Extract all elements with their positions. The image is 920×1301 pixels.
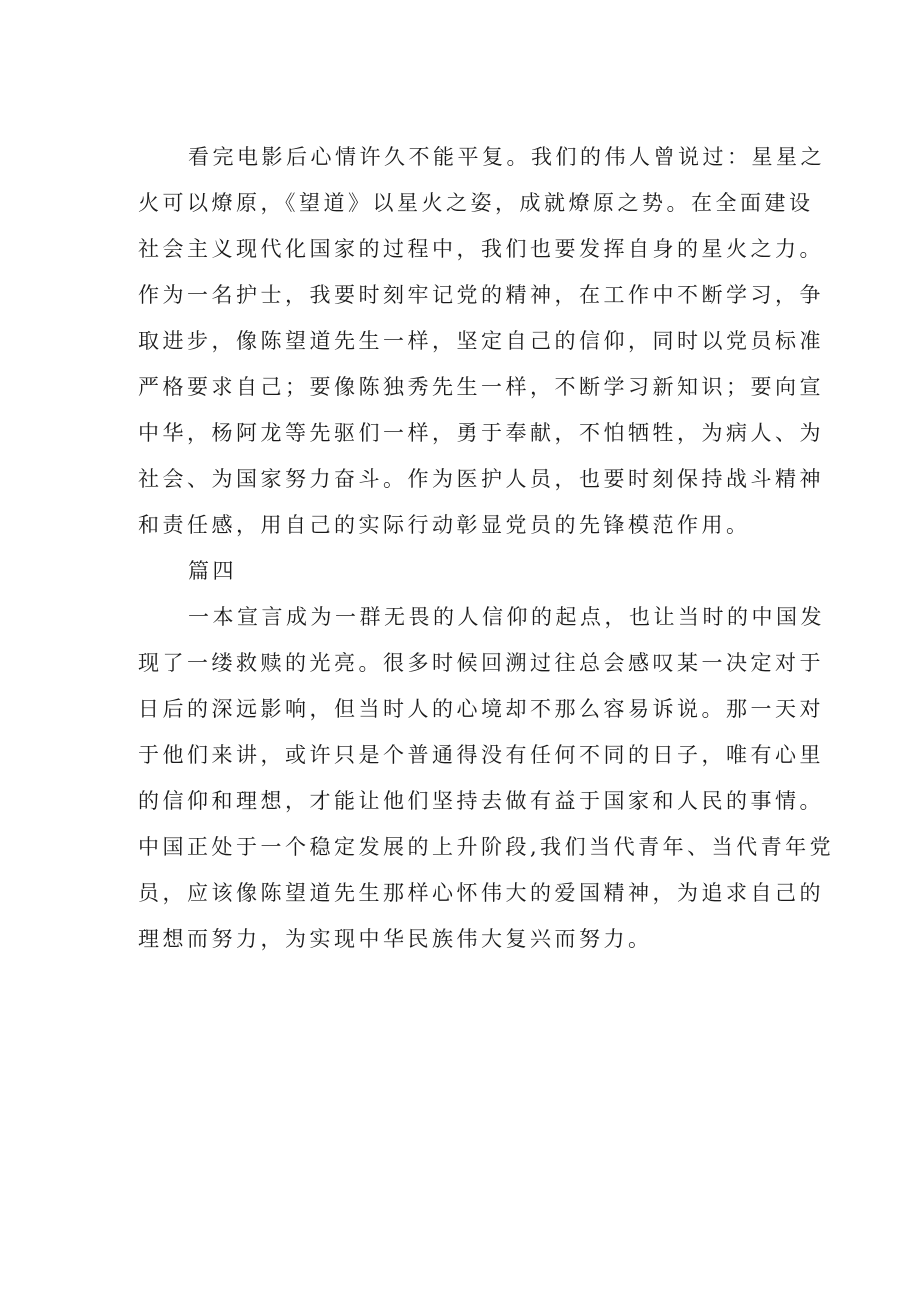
paragraph-line: 社会主义现代化国家的过程中，我们也要发挥自身的星火之力。 (138, 237, 824, 261)
paragraph-line: 的信仰和理想，才能让他们坚持去做有益于国家和人民的事情。 (138, 789, 824, 813)
paragraph-line: 理想而努力，为实现中华民族伟大复兴而努力。 (138, 927, 653, 951)
paragraph-line: 作为一名护士，我要时刻牢记党的精神，在工作中不断学习，争 (138, 283, 824, 307)
paragraph-1 (138, 134, 825, 548)
paragraph-line: 和责任感，用自己的实际行动彰显党员的先锋模范作用。 (138, 513, 751, 537)
paragraph-line: 中华，杨阿龙等先驱们一样，勇于奉献，不怕牺牲，为病人、为 (138, 421, 824, 445)
paragraph-line: 于他们来讲，或许只是个普通得没有任何不同的日子，唯有心里 (138, 743, 824, 767)
paragraph-line: 取进步，像陈望道先生一样，坚定自己的信仰，同时以党员标准 (138, 329, 824, 353)
paragraph-line: 现了一缕救赎的光亮。很多时候回溯过往总会感叹某一决定对于 (138, 651, 824, 675)
paragraph-line: 严格要求自己；要像陈独秀先生一样，不断学习新知识；要向宣 (138, 375, 824, 399)
section-heading (138, 548, 792, 594)
paragraph-line: 中国正处于一个稳定发展的上升阶段,我们当代青年、当代青年党 (138, 835, 835, 859)
paragraph-line: 员，应该像陈望道先生那样心怀伟大的爱国精神，为追求自己的 (138, 881, 824, 905)
paragraph-line: 社会、为国家努力奋斗。作为医护人员，也要时刻保持战斗精神 (138, 467, 824, 491)
paragraph-line: 火可以燎原，《望道》以星火之姿，成就燎原之势。在全面建设 (138, 191, 814, 215)
paragraph-line: 一本宣言成为一群无畏的人信仰的起点，也让当时的中国发 (188, 605, 825, 629)
paragraph-line: 日后的深远影响，但当时人的心境却不那么容易诉说。那一天对 (138, 697, 824, 721)
section-heading-text: 篇四 (188, 559, 237, 583)
paragraph-2 (138, 594, 835, 962)
paragraph-line: 看完电影后心情许久不能平复。我们的伟人曾说过：星星之 (188, 145, 825, 169)
